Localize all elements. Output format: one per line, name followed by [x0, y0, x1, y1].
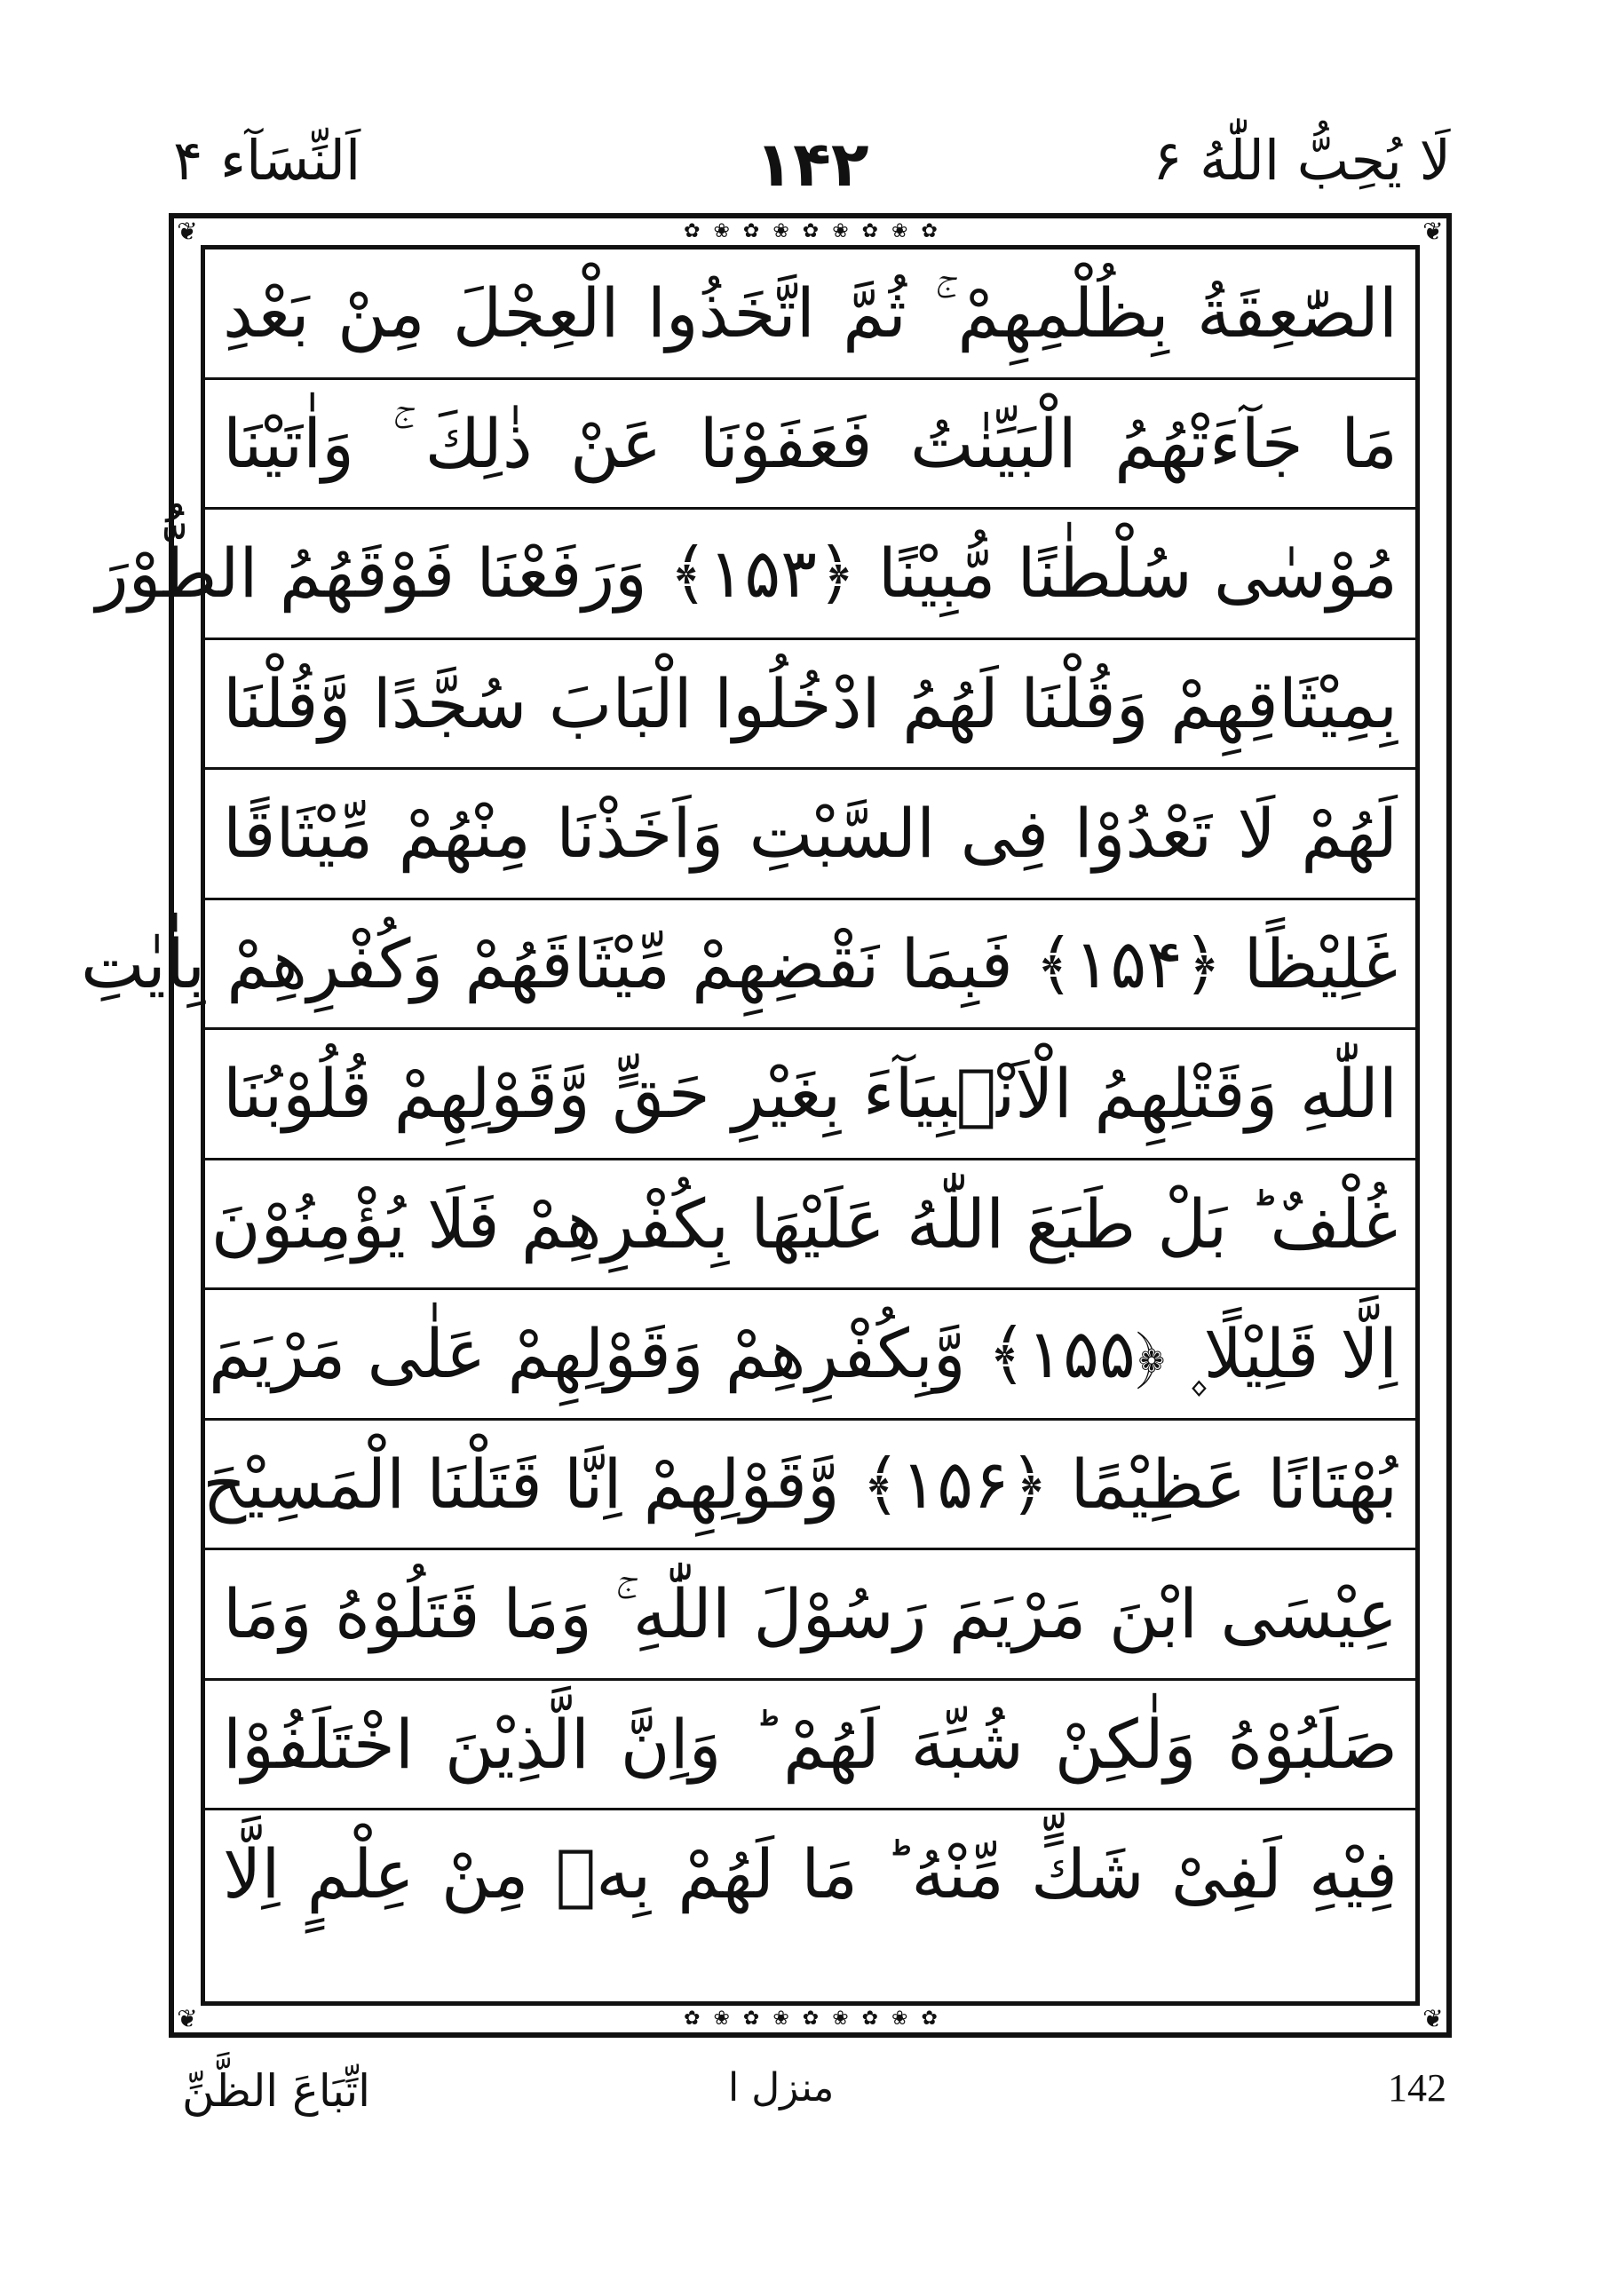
- quran-text-block: [81, 249, 1415, 1941]
- text-line: بِمِيْثَاقِهِمْ وَقُلْنَا لَهُمُ ادْخُلُوا الْبَابَ سُجَّدًا وَّقُلْنَا: [205, 640, 1415, 771]
- corner-ornament-icon: ❦: [177, 2004, 198, 2033]
- catchword: اتِّبَاعَ الظَّنِّ: [182, 2065, 371, 2117]
- surah-marker: اَلنِّسَآء ۴: [173, 128, 361, 193]
- text-line: صَلَبُوْهُ وَلٰكِنْ شُبِّهَ لَهُمْ ؕ وَاِنَّ الَّذِيْنَ اخْتَلَفُوْا: [205, 1681, 1415, 1811]
- text-line: مَا جَآءَتْهُمُ الْبَيِّنٰتُ فَعَفَوْنَا عَنْ ذٰلِكَ ۚ وَاٰتَيْنَا: [205, 380, 1415, 511]
- text-line: بُهْتَانًا عَظِيْمًا ﴿۱۵۶﴾ وَّقَوْلِهِمْ اِنَّا قَتَلْنَا الْمَسِيْحَ: [205, 1421, 1415, 1551]
- text-line: اِلَّا قَلِيْلًا ۪ ﴿۱۵۵﴾ وَّبِكُفْرِهِمْ وَقَوْلِهِمْ عَلٰى مَرْيَمَ: [205, 1290, 1415, 1421]
- top-ornament-icon: ✿ ❀ ✿ ❀ ✿ ❀ ✿ ❀ ✿: [684, 220, 941, 242]
- text-line: لَهُمْ لَا تَعْدُوْا فِى السَّبْتِ وَاَخَذْنَا مِنْهُمْ مِّيْثَاقًا: [205, 770, 1415, 900]
- page-number-arabic: ۱۴۲: [755, 128, 869, 201]
- corner-ornament-icon: ❦: [1422, 217, 1444, 246]
- text-line: فِيْهِ لَفِىْ شَكٍّ مِّنْهُ ؕ مَا لَهُمْ بِهٖ مِنْ عِلْمٍ اِلَّا: [223, 1834, 1398, 1913]
- page-number: 142: [1388, 2066, 1446, 2110]
- text-line: مُوْسٰى سُلْطٰنًا مُّبِيْنًا ﴿۱۵۳﴾ وَرَفَعْنَا فَوْقَهُمُ الطُّوْرَ: [205, 510, 1415, 640]
- text-line: غُلْفٌ ؕ بَلْ طَبَعَ اللّٰهُ عَلَيْهَا بِكُفْرِهِمْ فَلَا يُؤْمِنُوْنَ: [205, 1160, 1415, 1291]
- text-line: عِيْسَى ابْنَ مَرْيَمَ رَسُوْلَ اللّٰهِ ۚ وَمَا قَتَلُوْهُ وَمَا: [205, 1550, 1415, 1681]
- text-line: الصّٰعِقَةُ بِظُلْمِهِمْ ۚ ثُمَّ اتَّخَذُوا الْعِجْلَ مِنْ بَعْدِ: [205, 249, 1415, 380]
- manzil-marker: منزل ا: [728, 2065, 835, 2111]
- bottom-ornament-icon: ✿ ❀ ✿ ❀ ✿ ❀ ✿ ❀ ✿: [684, 2008, 941, 2030]
- text-line: غَلِيْظًا ﴿۱۵۴﴾ فَبِمَا نَقْضِهِمْ مِّيْثَاقَهُمْ وَكُفْرِهِمْ بِاٰيٰتِ: [205, 900, 1415, 1031]
- text-line: اللّٰهِ وَقَتْلِهِمُ الْاَنْۢبِيَآءَ بِغَيْرِ حَقٍّ وَّقَوْلِهِمْ قُلُوْبُنَا: [205, 1030, 1415, 1160]
- corner-ornament-icon: ❦: [177, 217, 198, 246]
- corner-ornament-icon: ❦: [1422, 2004, 1444, 2033]
- juz-marker: لَا يُحِبُّ اللّٰهُ ۶: [1153, 128, 1451, 193]
